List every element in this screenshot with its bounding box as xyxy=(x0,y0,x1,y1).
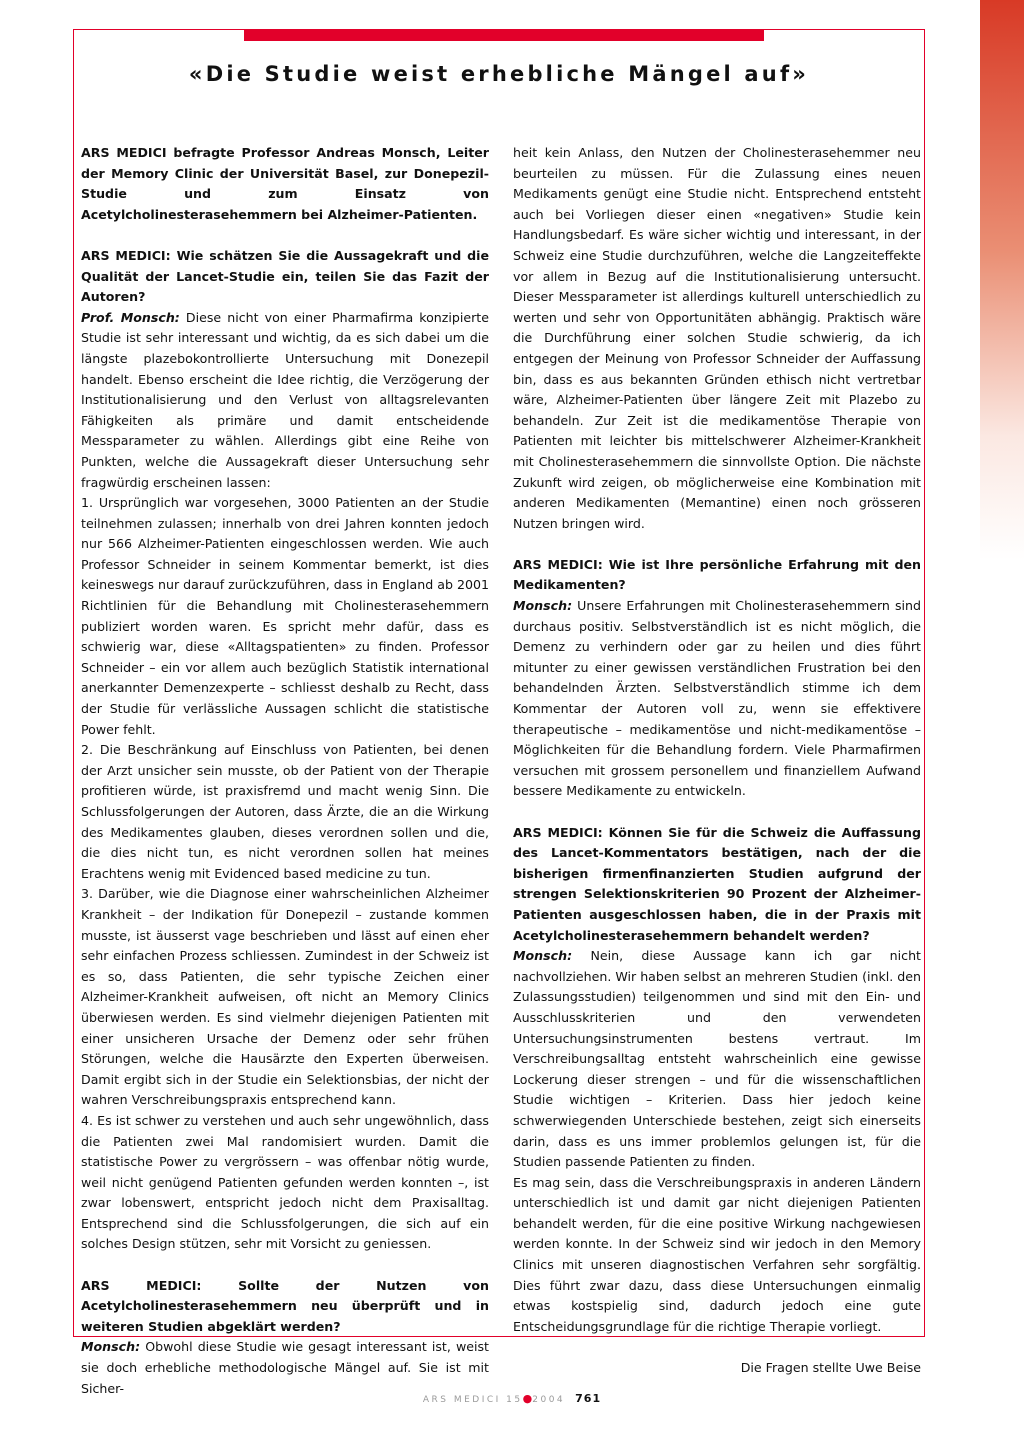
point-4: 4. Es ist schwer zu verstehen und auch sehr ungewöhnlich, dass die Patienten zwei Mal randomisiert wurden. Damit die statistische Power zu vergrössern – was offenbar nötig wurde, weil nicht genügend Patienten gefunden werden konnten –, ist zwar lobenswert, entspricht jedoch nicht dem Praxisalltag. Entsprechend sind die Schlussfolgerungen, die sich auf ein solches Design stützen, sehr mit Vorsicht zu geniessen. xyxy=(81,1112,489,1252)
frame-top-bar xyxy=(244,30,764,41)
question-2: ARS MEDICI: Sollte der Nutzen von Acetylcholinesterasehemmern neu überprüft und in weiteren Studien abgeklärt werden? xyxy=(81,1277,489,1334)
point-2: 2. Die Beschränkung auf Einschluss von Patienten, bei denen der Arzt unsicher sein musste, ob der Patient von der Therapie profitieren würde, ist praxisfremd und macht wenig Sinn. Die Schlussfolgerungen der Autoren, dass Ärzte, die an die Wirkung des Medikamentes glauben, dieses verordnen sollen und die, die dies nicht tun, es nicht verordnen sollen hat meines Erachtens wenig mit Evidenced based medicine zu tun. xyxy=(81,742,489,881)
separator-dot-icon: ● xyxy=(522,1392,533,1405)
speaker-label: Monsch: xyxy=(81,1339,141,1355)
column-left xyxy=(81,143,489,1399)
answer-4 xyxy=(513,946,921,1173)
question-4: ARS MEDICI: Können Sie für die Schweiz die Auffassung des Lancet-Kommentators bestätigen, nach der die bisherigen firmenfinanzierten Studien aufgrund der strengen Selektionskriterien 90 Prozent der Alzheimer-Patienten ausgeschlossen haben, die in der Praxis mit Acetylcholinesterasehemmern behandelt werden? xyxy=(513,824,921,943)
answer-3 xyxy=(513,596,921,802)
answer-2-text: Obwohl diese Studie wie gesagt interessant ist, weist sie doch erhebliche methodologische Mängel auf. Sie ist mit Sicher- xyxy=(81,1339,489,1396)
answer-1-text: Diese nicht von einer Pharmafirma konzipierte Studie ist sehr interessant und wichtig, da es sich dabei um die längste plazebokontrollierte Untersuchung mit Donezepil handelt. Ebenso erscheint die Idee richtig, die Verzögerung der Institutionalisierung und den Verlust von alltagsrelevanten Fähigkeiten als primäre und damit entscheidende Messparameter zu wählen. Allerdings gibt eine Reihe von Punkten, welche die Aussagekraft dieser Untersuchung sehr fragwürdig erscheinen lassen: xyxy=(81,309,489,490)
article-title: «Die Studie weist erhebliche Mängel auf» xyxy=(188,62,810,86)
point-3: 3. Darüber, wie die Diagnose einer wahrscheinlichen Alzheimer Krankheit – der Indikation für Donepezil – zustande kommen musste, ist äusserst vage beschrieben und lässt auf einen eher sehr einfachen Prozess schliessen. Zumindest in der Schweiz ist es so, dass Patienten, die sehr typische Zeichen einer Alzheimer-Krankheit aufweisen, oft nicht an Memory Clinics überwiesen werden. Es sind vielmehr diejenigen Patienten mit einer unsicheren Ursache der Demenz oder sehr frühen Störungen, welche die Hausärzte den Experten überweisen. Damit ergibt sich in der Studie ein Selektionsbias, der nicht der wahren Verschreibungspraxis entsprechend kann. xyxy=(81,886,489,1108)
page-number: 761 xyxy=(575,1392,602,1405)
answer-4-text: Nein, diese Aussage kann ich gar nicht nachvollziehen. Wir haben selbst an mehreren Studien (inkl. den Zulassungsstudien) teilgenommen und sind mit den Ein- und Ausschlusskriterien und den verwendeten Untersuchungsinstrumenten bestens vertraut. Im Verschreibungsalltag entsteht wahrscheinlich eine gewisse Lockerung dieser strengen – und für die wissenschaftlichen Studie wichtigen – Kriterien. Dass hier jedoch keine schwerwiegenden Unterschiede bestehen, zeigt sich einerseits darin, dass es uns immer problemlos gelungen ist, für die Studien passende Patienten zu finden. xyxy=(513,948,921,1170)
question-3: ARS MEDICI: Wie ist Ihre persönliche Erfahrung mit den Medikamenten? xyxy=(513,556,921,593)
answer-3-text: Unsere Erfahrungen mit Cholinesterasehemmern sind durchaus positiv. Selbstverständlich ist es nicht möglich, die Demenz zu verhindern oder gar zu heilen und dies führt mitunter zu einer gewissen verständlichen Frustration bei den behandelnden Ärzten. Selbstverständlich stimme ich dem Kommentar der Autoren voll zu, wenn sie effektivere therapeutische – medikamentöse und nicht-medikamentöse – Möglichkeiten für die Behandlung fordern. Viele Pharmafirmen versuchen mit grossem personellem und finanziellem Aufwand bessere Medikamente zu entwickeln. xyxy=(513,598,921,799)
column-right xyxy=(513,143,921,1379)
page-footer xyxy=(0,1392,1024,1405)
journal-year: 2004 xyxy=(532,1395,566,1405)
speaker-label: Monsch: xyxy=(513,598,573,614)
point-1: 1. Ursprünglich war vorgesehen, 3000 Patienten an der Studie teilnehmen zulassen; innerhalb von drei Jahren konnten jedoch nur 566 Alzheimer-Patienten eingeschlossen werden. Wie auch Professor Schneider in seinem Kommentar bemerkt, ist dies keineswegs nur darauf zurückzuführen, dass in England ab 2001 Richtlinien für die Behandlung mit Cholinesterasehemmern publiziert worden waren. Es spricht mehr dafür, dass es schwierig war, diese «Alltagspatienten» zu finden. Professor Schneider – ein vor allem auch bezüglich Statistik international anerkannter Demenzexperte – schliesst deshalb zu Recht, dass der Studie für verlässliche Aussagen schlicht die statistische Power fehlt. xyxy=(81,495,489,737)
journal-name: ARS MEDICI 15 xyxy=(422,1395,523,1405)
answer-2-start xyxy=(81,1337,489,1399)
answer-2-continued: heit kein Anlass, den Nutzen der Cholinesterasehemmer neu beurteilen zu müssen. Für die Zulassung eines neuen Medikaments genügt eine Studie nicht. Entsprechend entsteht auch bei Vorliegen dieser einen «negativen» Studie kein Handlungsbedarf. Es wäre sicher wichtig und interessant, in der Schweiz eine Studie durchzuführen, welche die Langzeiteffekte vor allem in Bezug auf die Institutionalisierung untersucht. Dieser Messparameter ist allerdings kulturell unterschiedlich zu werten und sehr von Opportunitäten abhängig. Praktisch wäre die Durchführung einer solchen Studie schwierig, da ich entgegen der Meinung von Professor Schneider der Auffassung bin, dass es aus bekannten Gründen ethisch nicht vertretbar wäre, Alzheimer-Patienten über längere Zeit mit Plazebo zu behandeln. Zur Zeit ist die medikamentöse Therapie von Patienten mit leichter bis mittelschwerer Alzheimer-Krankheit mit Cholinesterasehemmern die sinnvollste Option. Die nächste Zukunft wird zeigen, ob möglicherweise eine Kombination mit anderen Medikamenten (Memantine) einen noch grösseren Nutzen bringen wird. xyxy=(513,145,921,531)
side-color-strip xyxy=(980,0,1024,560)
question-1: ARS MEDICI: Wie schätzen Sie die Aussagekraft und die Qualität der Lancet-Studie ein, teilen Sie das Fazit der Autoren? xyxy=(81,247,489,305)
answer-4-continued: Es mag sein, dass die Verschreibungspraxis in anderen Ländern unterschiedlich ist und damit gar nicht diejenigen Patienten behandelt werden, für die eine positive Wirkung nachgewiesen werden konnte. In der Schweiz sind wir jedoch in den Memory Clinics mit unseren diagnostischen Verfahren sehr sorgfältig. Dies führt zwar dazu, dass diese Untersuchungen einmalig etwas kostspielig sind, dadurch jedoch eine gute Entscheidungsgrundlage für die richtige Therapie vorliegt. xyxy=(513,1174,921,1334)
speaker-label: Prof. Monsch: xyxy=(81,309,180,325)
speaker-label: Monsch: xyxy=(513,948,573,964)
interview-credit: Die Fragen stellte Uwe Beise xyxy=(740,1360,921,1376)
answer-1 xyxy=(81,308,489,493)
intro-paragraph: ARS MEDICI befragte Professor Andreas Monsch, Leiter der Memory Clinic der Universität Basel, zur Donepezil-Studie und zum Einsatz von Acetylcholinesterasehemmern bei Alzheimer-Patienten. xyxy=(81,145,489,222)
